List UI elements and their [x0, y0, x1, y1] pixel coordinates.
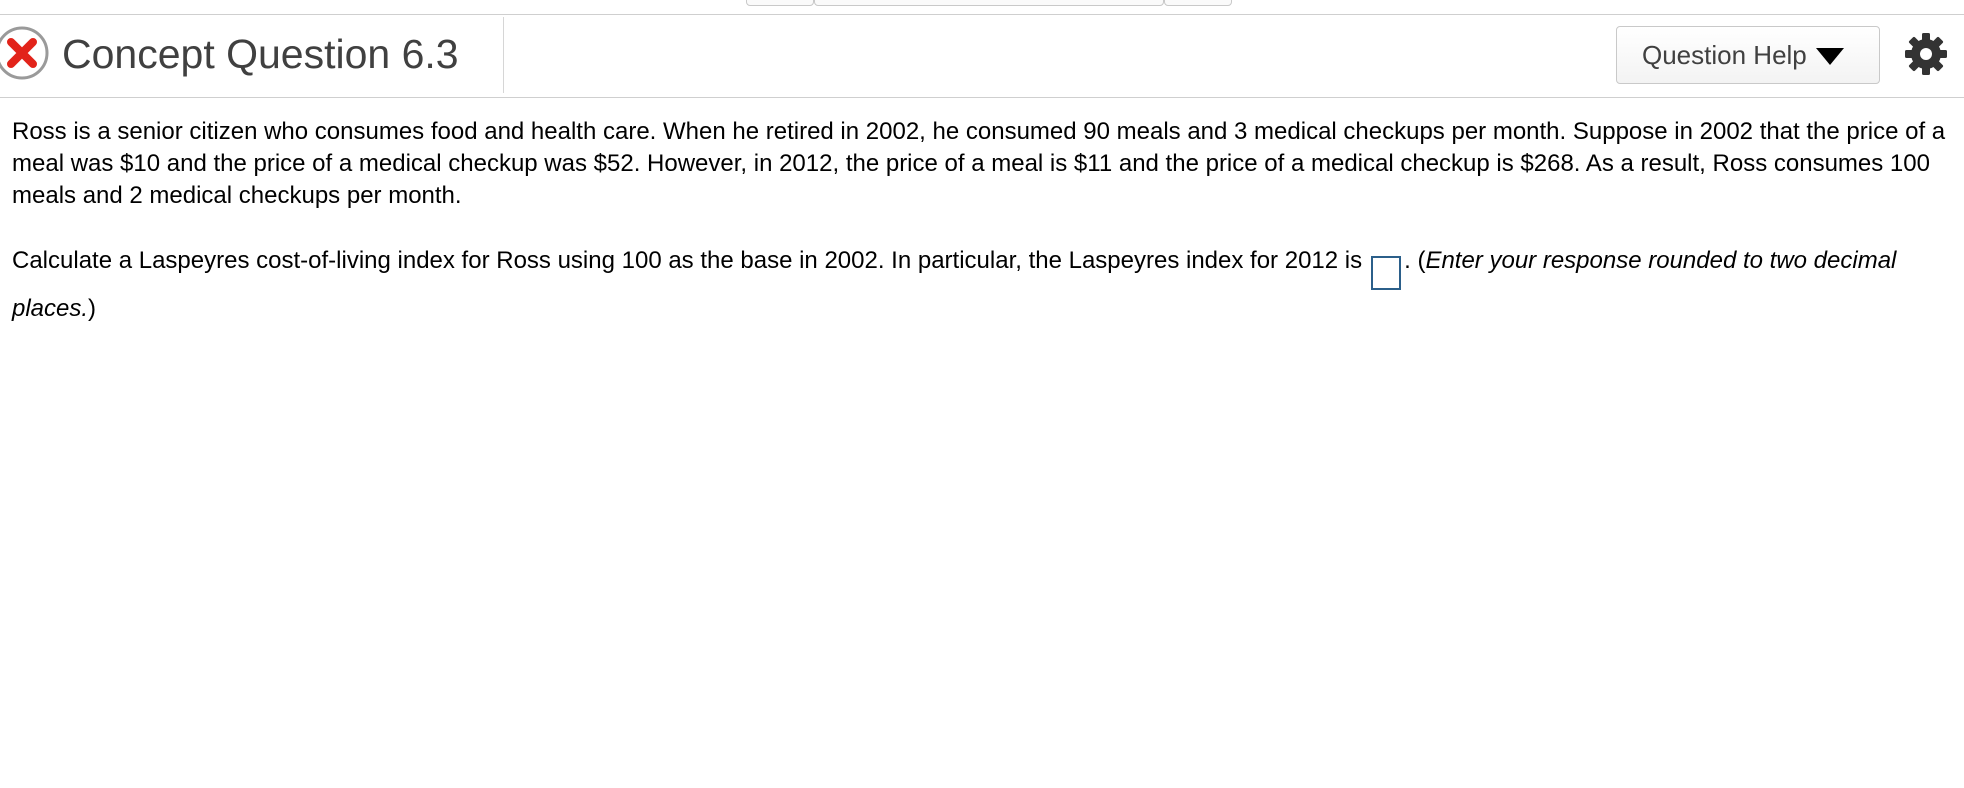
- chevron-down-icon: [1816, 48, 1844, 65]
- question-text: Ross is a senior citizen who consumes food and health care. When he retired in 2002, he consumed 90 meals and 3 medical checkups per month. Suppose in 2002 that the price of a meal was $10 and the price of a medical checkup was $52. However, in 2012, the price of a meal is $11 and the price of a medical checkup is $268. As a result, Ross consumes 100 meals and 2 medical checkups per month.: [12, 118, 1946, 209]
- question-help-label: Question Help: [1642, 39, 1807, 70]
- title-divider: [503, 17, 504, 93]
- incorrect-x-icon: [0, 25, 50, 81]
- top-tab-left[interactable]: [746, 0, 814, 6]
- rounding-instruction: Enter your response rounded to two decimal places.: [12, 247, 1897, 322]
- page-title: Concept Question 6.3: [62, 31, 459, 77]
- top-tab-strip: [746, 0, 1232, 5]
- answer-input[interactable]: [1371, 256, 1401, 290]
- gear-icon[interactable]: [1904, 32, 1948, 76]
- prompt-text: Calculate a Laspeyres cost-of-living index for Ross using 100 as the base in 2002. In particular, the Laspeyres index for 2012 is: [12, 247, 1363, 274]
- question-help-button[interactable]: [1616, 26, 1880, 84]
- top-tab-center[interactable]: [814, 0, 1164, 6]
- question-header: [0, 15, 1964, 98]
- top-tab-right[interactable]: [1164, 0, 1232, 6]
- closing-paren: ): [88, 294, 97, 322]
- question-prompt: [12, 242, 1948, 328]
- prompt-punctuation: . (: [1404, 247, 1426, 274]
- question-content: [12, 116, 1948, 328]
